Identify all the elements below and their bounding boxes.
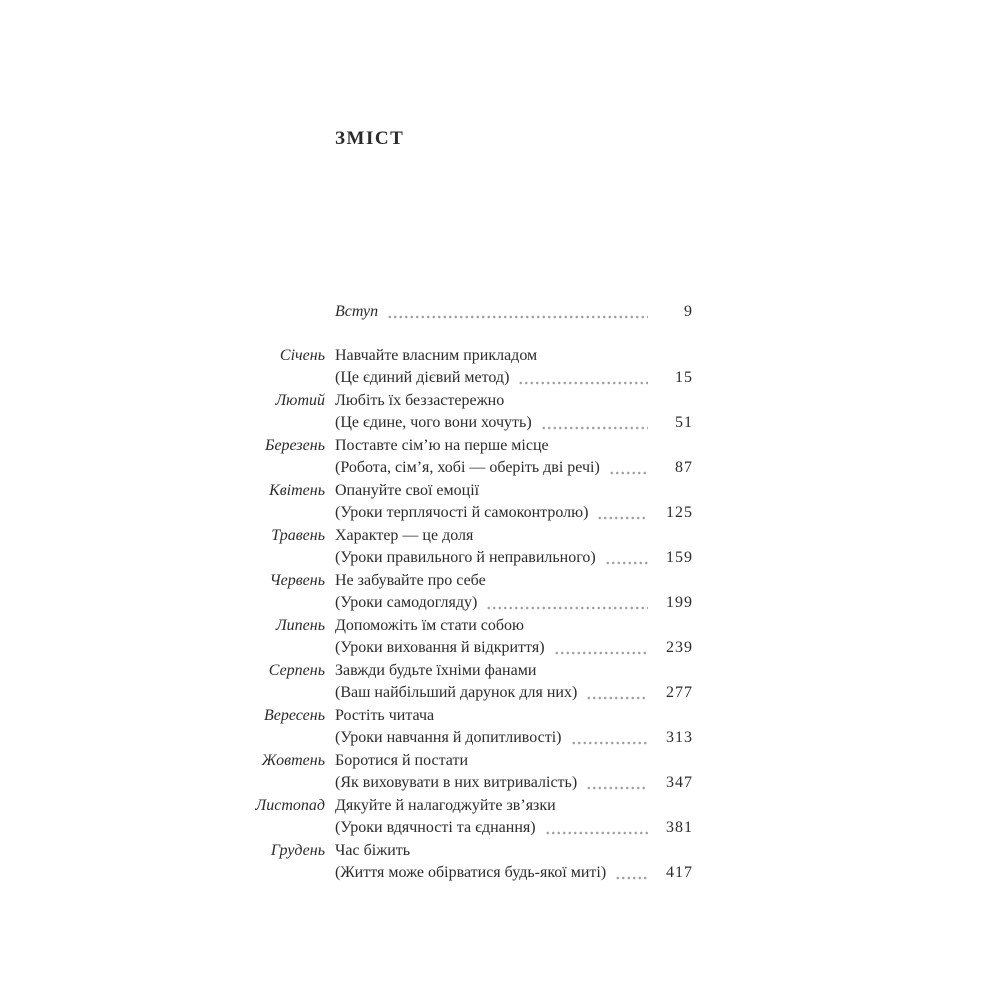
toc-entry	[225, 435, 693, 480]
toc-month-label: Серпень	[268, 661, 325, 679]
toc-entry	[225, 345, 693, 390]
toc-entry	[225, 660, 693, 705]
toc-page-number: 381	[666, 819, 693, 836]
toc-chapter-title: Характер — це доля	[335, 526, 474, 544]
toc-chapter-subtitle: (Уроки самодогляду)	[335, 594, 478, 611]
dotted-leader	[545, 817, 648, 840]
toc-chapter-title: Не забувайте про себе	[335, 571, 486, 589]
page-title: ЗМІСТ	[335, 128, 405, 149]
toc-month-label: Березень	[265, 436, 325, 454]
toc-chapter-subtitle: (Уроки виховання й відкриття)	[335, 639, 545, 656]
toc-chapter-subtitle: (Уроки навчання й допитливості)	[335, 729, 562, 746]
toc-page-number: 159	[666, 549, 693, 566]
toc-chapter-title: Вступ	[335, 303, 379, 320]
dotted-leader	[586, 772, 648, 795]
toc-month-label: Вересень	[264, 706, 325, 724]
toc-page-number: 417	[666, 864, 693, 881]
toc-chapter-title: Навчайте власним прикладом	[335, 346, 538, 364]
toc-chapter-subtitle: (Уроки терплячості й самоконтролю)	[335, 504, 589, 521]
toc-month-label: Червень	[269, 571, 325, 589]
toc-entry	[225, 795, 693, 840]
toc-page-number: 347	[666, 774, 693, 791]
toc-chapter-subtitle: (Життя може обірватися будь-якої миті)	[335, 864, 607, 881]
toc-chapter-subtitle: (Уроки правильного й неправильного)	[335, 549, 596, 566]
toc-chapter-subtitle: (Ваш найбільший дарунок для них)	[335, 684, 578, 701]
toc-chapter-subtitle: (Робота, сім’я, хобі — оберіть дві речі)	[335, 459, 600, 476]
toc-chapter-title: Ростіть читача	[335, 706, 435, 724]
toc-entry	[225, 750, 693, 795]
toc-month-label: Травень	[271, 526, 325, 544]
dotted-leader	[615, 862, 648, 885]
toc-entry-intro	[225, 301, 693, 324]
toc-page-number: 51	[675, 414, 693, 431]
toc-entry	[225, 705, 693, 750]
toc-chapter-title: Опануйте свої емоції	[335, 481, 480, 499]
toc-chapter-subtitle: (Це єдиний дієвий метод)	[335, 369, 510, 386]
dotted-leader	[609, 457, 648, 480]
toc-entry	[225, 840, 693, 885]
toc-page-number: 9	[684, 303, 693, 320]
toc-entry	[225, 615, 693, 660]
toc-chapter-title: Час біжить	[335, 841, 411, 859]
toc-month-label: Лютий	[275, 391, 325, 409]
toc-chapter-title: Любіть їх беззастережно	[335, 391, 505, 409]
toc-chapter-subtitle: (Як виховувати в них витривалість)	[335, 774, 578, 791]
toc-page-number: 87	[675, 459, 693, 476]
toc-page-number: 15	[675, 369, 693, 386]
toc-entry	[225, 390, 693, 435]
dotted-leader	[541, 412, 648, 435]
toc-month-label: Січень	[279, 346, 325, 364]
toc-entry	[225, 525, 693, 570]
toc-month-label: Липень	[275, 616, 325, 634]
dotted-leader	[605, 547, 648, 570]
toc-chapter-subtitle: (Уроки вдячності та єднання)	[335, 819, 536, 836]
toc-entry	[225, 570, 693, 615]
dotted-leader	[571, 727, 648, 750]
toc-list	[225, 301, 693, 885]
toc-chapter-title: Завжди будьте їхніми фанами	[335, 661, 537, 679]
toc-chapter-title: Боротися й постати	[335, 751, 469, 769]
toc-chapter-title: Дякуйте й налагоджуйте зв’язки	[335, 796, 556, 814]
toc-page-number: 199	[666, 594, 693, 611]
toc-chapter-subtitle: (Це єдине, чого вони хочуть)	[335, 414, 532, 431]
toc-page-number: 239	[666, 639, 693, 656]
toc-month-label: Жовтень	[261, 751, 325, 769]
toc-chapter-title: Поставте сім’ю на перше місце	[335, 436, 549, 454]
dotted-leader	[486, 592, 648, 615]
toc-page-number: 125	[666, 504, 693, 521]
dotted-leader	[518, 367, 648, 390]
toc-month-label: Листопад	[255, 796, 325, 814]
dotted-leader	[554, 637, 648, 660]
toc-month-label: Грудень	[270, 841, 325, 859]
toc-page-number: 277	[666, 684, 693, 701]
toc-month-label: Квітень	[269, 481, 325, 499]
dotted-leader	[387, 301, 648, 324]
toc-chapter-title: Допоможіть їм стати собою	[335, 616, 524, 634]
toc-entry	[225, 480, 693, 525]
toc-page-number: 313	[666, 729, 693, 746]
dotted-leader	[586, 682, 648, 705]
dotted-leader	[597, 502, 648, 525]
contents-column	[225, 127, 693, 885]
